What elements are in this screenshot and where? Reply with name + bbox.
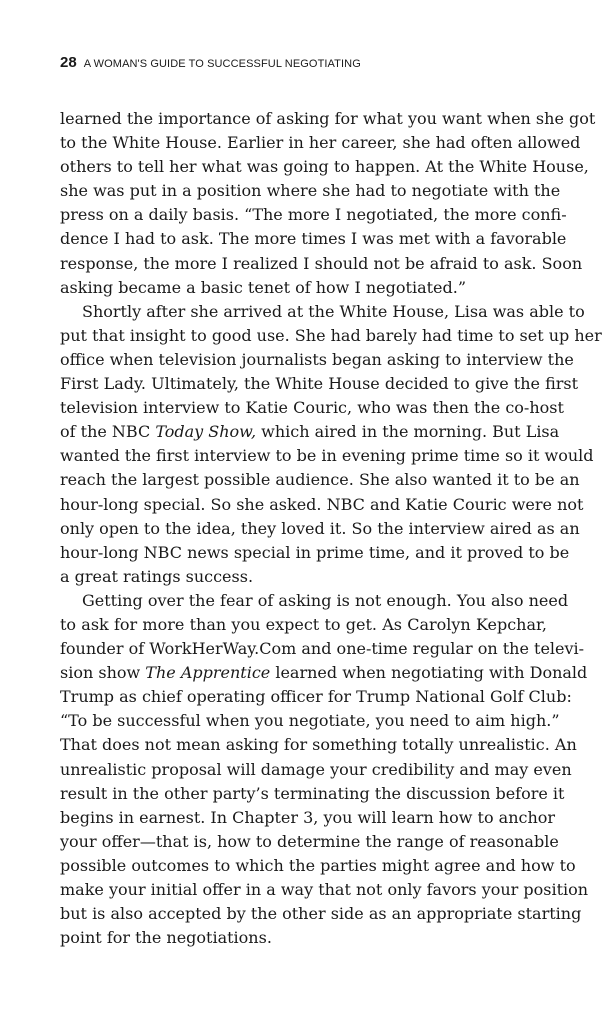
text-line: [60, 420, 560, 444]
line-text: of the NBC: [60, 422, 156, 442]
page-header: [60, 54, 361, 72]
text-line: she was put in a position where she had to negotiate with the: [60, 181, 561, 201]
text-line: others to tell her what was going to happen. At the White House,: [60, 157, 589, 177]
text-line: dence I had to ask. The more times I was met with a favorable: [60, 229, 567, 249]
text-line: unrealistic proposal will damage your credibility and may even: [60, 759, 572, 779]
text-line: Trump as chief operating officer for Trump National Golf Club:: [60, 687, 572, 707]
text-line: “To be successful when you negotiate, you need to aim high.”: [60, 711, 560, 731]
running-head: A WOMAN'S GUIDE TO SUCCESSFUL NEGOTIATING: [83, 58, 361, 70]
text-line: founder of WorkHerWay.Com and one-time regular on the televi-: [60, 639, 585, 659]
page-number: 28: [60, 54, 77, 71]
text-line: response, the more I realized I should not be afraid to ask. Soon: [60, 253, 583, 273]
text-line: put that insight to good use. She had barely had time to set up her: [60, 325, 602, 345]
line-text: which aired in the morning. But Lisa: [256, 422, 560, 442]
text-line: your offer—that is, how to determine the range of reasonable: [60, 831, 559, 851]
text-line: only open to the idea, they loved it. So the interview aired as an: [60, 518, 580, 538]
text-line: to the White House. Earlier in her career, she had often allowed: [60, 133, 581, 153]
text-line: a great ratings success.: [60, 566, 254, 586]
paragraph: [60, 589, 589, 950]
text-line: asking became a basic tenet of how I negotiated.”: [60, 277, 467, 297]
line-text: learned when negotiating with Donald: [270, 663, 588, 683]
text-line: but is also accepted by the other side as an appropriate starting: [60, 904, 582, 924]
text-line: [60, 661, 588, 685]
paragraph: [60, 300, 602, 589]
text-line: reach the largest possible audience. She also wanted it to be an: [60, 470, 580, 490]
text-line: learned the importance of asking for what you want when she got: [60, 109, 596, 128]
text-line: Shortly after she arrived at the White House, Lisa was able to: [82, 301, 585, 321]
text-line: hour-long special. So she asked. NBC and Katie Couric were not: [60, 494, 584, 514]
text-line: result in the other party’s terminating the discussion before it: [60, 783, 565, 803]
text-line: television interview to Katie Couric, who was then the co-host: [60, 398, 564, 418]
text-line: Getting over the fear of asking is not enough. You also need: [82, 590, 569, 610]
text-line: point for the negotiations.: [60, 928, 272, 948]
text-line: First Lady. Ultimately, the White House decided to give the first: [60, 374, 579, 394]
text-line: wanted the first interview to be in evening prime time so it would: [60, 446, 594, 466]
text-line: begins in earnest. In Chapter 3, you will learn how to anchor: [60, 807, 556, 827]
body-text: [60, 107, 602, 950]
text-line: press on a daily basis. “The more I negotiated, the more confi-: [60, 205, 567, 225]
text-line: to ask for more than you expect to get. As Carolyn Kepchar,: [60, 614, 547, 634]
italic-title: The Apprentice: [145, 663, 271, 683]
text-line: office when television journalists began asking to interview the: [60, 349, 574, 369]
text-line: possible outcomes to which the parties might agree and how to: [60, 855, 576, 875]
text-line: make your initial offer in a way that not only favors your position: [60, 880, 589, 899]
italic-title: Today Show,: [155, 422, 257, 442]
paragraph: [60, 107, 596, 300]
text-line: That does not mean asking for something totally unrealistic. An: [60, 735, 577, 755]
line-text: sion show: [60, 663, 146, 683]
text-line: hour-long NBC news special in prime time, and it proved to be: [60, 542, 570, 562]
